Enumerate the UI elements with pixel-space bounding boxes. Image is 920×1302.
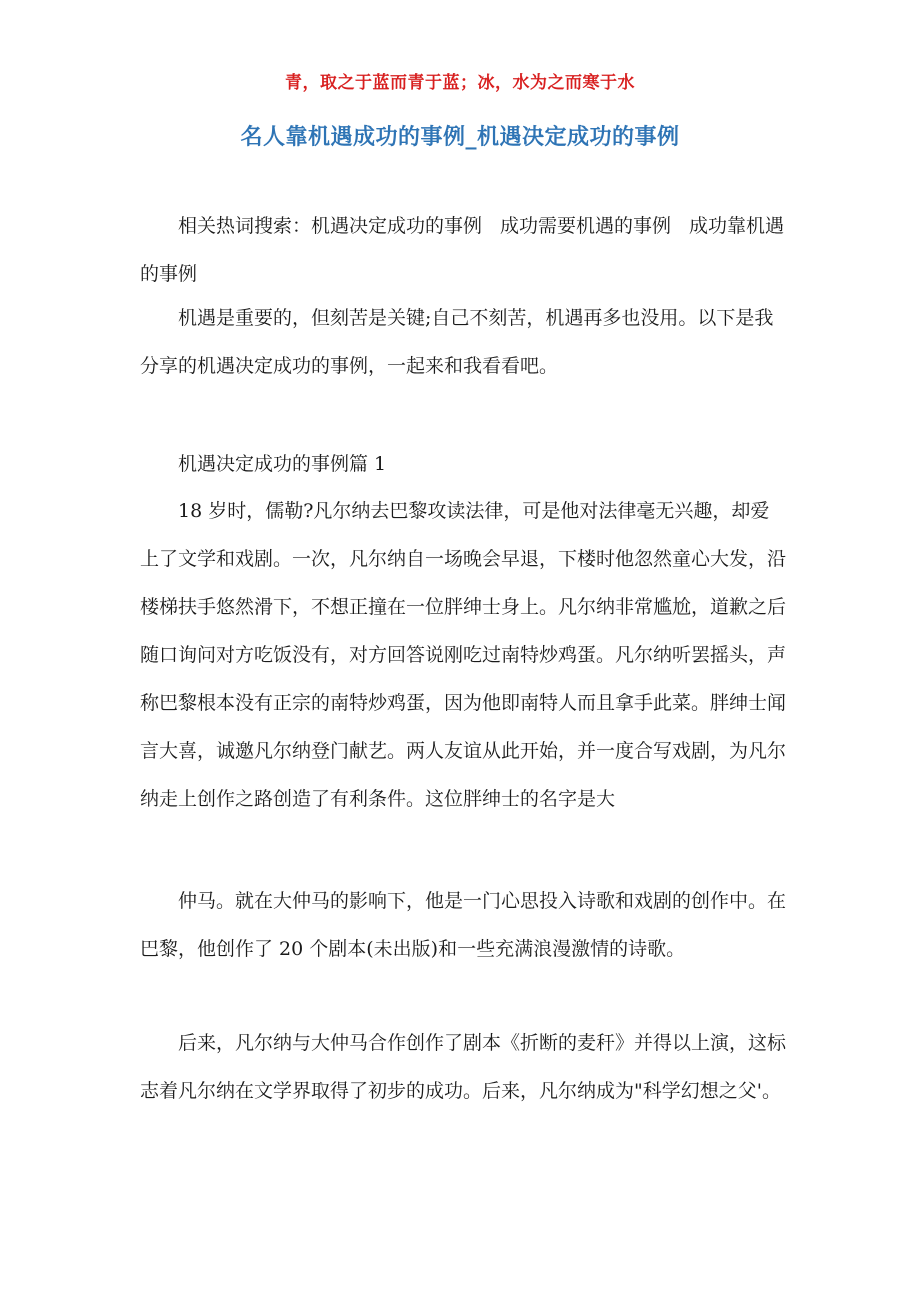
header-motto: 青，取之于蓝而青于蓝；冰，水为之而寒于水: [285, 73, 635, 93]
paragraph-text: 仲马。就在大仲马的影响下，他是一门心思投入诗歌和戏剧的创作中。在巴黎，他创作了 20 个剧本(未出版)和一些充满浪漫激情的诗歌。: [140, 890, 787, 960]
story-paragraph-3: [140, 1019, 788, 1115]
story-paragraph-2: [140, 877, 788, 973]
paragraph-text: 18 岁时，儒勒?凡尔纳去巴黎攻读法律，可是他对法律毫无兴趣，却爱上了文学和戏剧。一次，凡尔纳自一场晚会早退，下楼时他忽然童心大发，沿楼梯扶手悠然滑下，不想正撞在一位胖绅士身上。凡尔纳非常尴尬，道歉之后随口询问对方吃饭没有，对方回答说刚吃过南特炒鸡蛋。凡尔纳听罢摇头，声称巴黎根本没有正宗的南特炒鸡蛋，因为他即南特人而且拿手此菜。胖绅士闻言大喜，诚邀凡尔纳登门献艺。两人友谊从此开始，并一度合写戏剧，为凡尔纳走上创作之路创造了有利条件。这位胖绅士的名字是大: [140, 500, 787, 810]
keywords-label: 相关热词搜索：: [178, 215, 312, 237]
keyword-link[interactable]: 机遇决定成功的事例: [311, 215, 483, 237]
document-title: 名人靠机遇成功的事例_机遇决定成功的事例: [240, 125, 680, 150]
intro-text: 机遇是重要的，但刻苦是关键;自己不刻苦，机遇再多也没用。以下是我分享的机遇决定成功的事例，一起来和我看看吧。: [140, 307, 774, 377]
related-keywords: [140, 202, 788, 298]
keyword-link[interactable]: 成功需要机遇的事例: [500, 215, 672, 237]
section-heading: 机遇决定成功的事例篇 1: [178, 453, 387, 475]
paragraph-text: 后来，凡尔纳与大仲马合作创作了剧本《折断的麦秆》并得以上演，这标志着凡尔纳在文学界取得了初步的成功。后来，凡尔纳成为"科学幻想之父'。: [140, 1032, 787, 1102]
intro-paragraph: [140, 294, 788, 390]
keyword-link[interactable]: 成功靠机遇的事例: [140, 215, 785, 285]
story-paragraph-1: [140, 487, 788, 823]
section-heading-block: [140, 440, 788, 488]
